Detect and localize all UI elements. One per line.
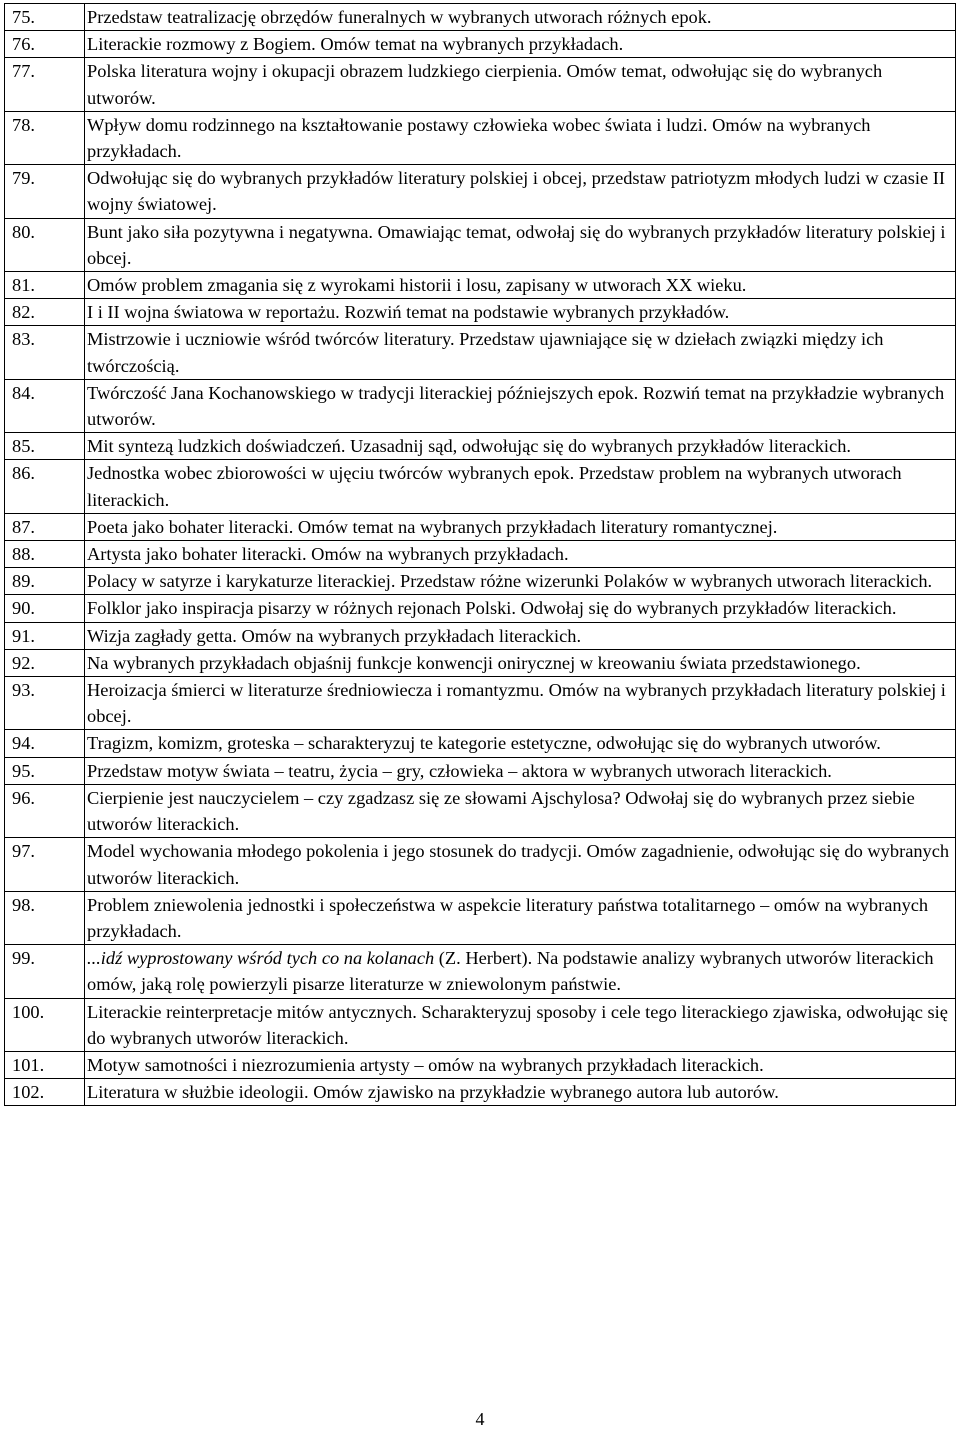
table-row [5, 677, 956, 730]
topic-text: Problem zniewolenia jednostki i społeczeństwa w aspekcie literatury państwa totalitarnego – omów na wybranych przykładach. [85, 891, 956, 944]
topic-number: 98. [5, 891, 85, 944]
topic-text: Literackie reinterpretacje mitów antycznych. Scharakteryzuj sposoby i cele tego literackiego zjawiska, odwołując się do wybranych utworów literackich. [85, 998, 956, 1051]
table-row [5, 784, 956, 837]
topic-number: 90. [5, 595, 85, 622]
topic-text: Przedstaw teatralizację obrzędów funeralnych w wybranych utworach różnych epok. [85, 4, 956, 31]
table-row [5, 299, 956, 326]
topic-number: 89. [5, 568, 85, 595]
topic-number: 82. [5, 299, 85, 326]
topic-text: Przedstaw motyw świata – teatru, życia – gry, człowieka – aktora w wybranych utworach literackich. [85, 757, 956, 784]
topic-text: Wizja zagłady getta. Omów na wybranych przykładach literackich. [85, 622, 956, 649]
table-row [5, 622, 956, 649]
topic-number: 81. [5, 272, 85, 299]
table-row [5, 218, 956, 271]
topic-number: 87. [5, 513, 85, 540]
topic-number: 75. [5, 4, 85, 31]
topic-number: 97. [5, 838, 85, 891]
topic-text: Literatura w służbie ideologii. Omów zjawisko na przykładzie wybranego autora lub autorów. [85, 1079, 956, 1106]
table-row [5, 4, 956, 31]
topic-text: Bunt jako siła pozytywna i negatywna. Omawiając temat, odwołaj się do wybranych przykładów literatury polskiej i obcej. [85, 218, 956, 271]
table-row [5, 891, 956, 944]
topic-number: 95. [5, 757, 85, 784]
topic-text: Twórczość Jana Kochanowskiego w tradycji literackiej późniejszych epok. Rozwiń temat na przykładzie wybranych utworów. [85, 379, 956, 432]
topic-text: Tragizm, komizm, groteska – scharakteryzuj te kategorie estetyczne, odwołując się do wybranych utworów. [85, 730, 956, 757]
topic-text: Folklor jako inspiracja pisarzy w różnych rejonach Polski. Odwołaj się do wybranych przykładów literackich. [85, 595, 956, 622]
topic-number: 93. [5, 677, 85, 730]
topic-text: I i II wojna światowa w reportażu. Rozwiń temat na podstawie wybranych przykładów. [85, 299, 956, 326]
topic-number: 99. [5, 945, 85, 998]
topic-number: 77. [5, 58, 85, 111]
topic-text: Artysta jako bohater literacki. Omów na wybranych przykładach. [85, 541, 956, 568]
topic-text: Omów problem zmagania się z wyrokami historii i losu, zapisany w utworach XX wieku. [85, 272, 956, 299]
topic-text: Polacy w satyrze i karykaturze literackiej. Przedstaw różne wizerunki Polaków w wybranych utworach literackich. [85, 568, 956, 595]
table-row [5, 272, 956, 299]
topic-text: Polska literatura wojny i okupacji obrazem ludzkiego cierpienia. Omów temat, odwołując się do wybranych utworów. [85, 58, 956, 111]
topic-number: 100. [5, 998, 85, 1051]
topic-number: 83. [5, 326, 85, 379]
topic-text: Mistrzowie i uczniowie wśród twórców literatury. Przedstaw ujawniające się w dziełach związki między ich twórczością. [85, 326, 956, 379]
table-row [5, 111, 956, 164]
table-row [5, 945, 956, 998]
table-row [5, 379, 956, 432]
table-row [5, 730, 956, 757]
topic-number: 91. [5, 622, 85, 649]
topic-number: 101. [5, 1051, 85, 1078]
topic-text: Poeta jako bohater literacki. Omów temat na wybranych przykładach literatury romantycznej. [85, 513, 956, 540]
table-row [5, 513, 956, 540]
topic-number: 92. [5, 649, 85, 676]
topic-text: Motyw samotności i niezrozumienia artysty – omów na wybranych przykładach literackich. [85, 1051, 956, 1078]
topic-number: 96. [5, 784, 85, 837]
page-number: 4 [475, 1409, 485, 1429]
table-row [5, 433, 956, 460]
topic-number: 86. [5, 460, 85, 513]
topic-number: 102. [5, 1079, 85, 1106]
topic-text [85, 945, 956, 998]
topic-text: Wpływ domu rodzinnego na kształtowanie postawy człowieka wobec świata i ludzi. Omów na wybranych przykładach. [85, 111, 956, 164]
table-row [5, 31, 956, 58]
table-row [5, 165, 956, 218]
table-row [5, 595, 956, 622]
topic-number: 79. [5, 165, 85, 218]
topic-text-rest: (Z. Herbert). Na podstawie analizy wybranych utworów literackich omów, jaką rolę powierzyli pisarze literaturze w zniewolonym państwie. [87, 948, 934, 995]
topic-text: Jednostka wobec zbiorowości w ujęciu twórców wybranych epok. Przedstaw problem na wybranych utworach literackich. [85, 460, 956, 513]
topic-quote: ...idź wyprostowany wśród tych co na kolanach [87, 948, 435, 969]
table-row [5, 998, 956, 1051]
topic-text: Na wybranych przykładach objaśnij funkcje konwencji onirycznej w kreowaniu świata przedstawionego. [85, 649, 956, 676]
table-row [5, 541, 956, 568]
topic-text: Model wychowania młodego pokolenia i jego stosunek do tradycji. Omów zagadnienie, odwołując się do wybranych utworów literackich. [85, 838, 956, 891]
topic-text: Odwołując się do wybranych przykładów literatury polskiej i obcej, przedstaw patriotyzm młodych ludzi w czasie II wojny światowej. [85, 165, 956, 218]
topic-number: 88. [5, 541, 85, 568]
topic-text: Literackie rozmowy z Bogiem. Omów temat na wybranych przykładach. [85, 31, 956, 58]
table-row [5, 757, 956, 784]
topic-text: Heroizacja śmierci w literaturze średniowiecza i romantyzmu. Omów na wybranych przykładach literatury polskiej i obcej. [85, 677, 956, 730]
topics-table [4, 3, 956, 1106]
table-row [5, 838, 956, 891]
table-row [5, 1051, 956, 1078]
table-row [5, 568, 956, 595]
table-row [5, 460, 956, 513]
topic-number: 85. [5, 433, 85, 460]
topic-text: Mit syntezą ludzkich doświadczeń. Uzasadnij sąd, odwołując się do wybranych przykładów literackich. [85, 433, 956, 460]
table-row [5, 649, 956, 676]
topic-text: Cierpienie jest nauczycielem – czy zgadzasz się ze słowami Ajschylosa? Odwołaj się do wybranych przez siebie utworów literackich. [85, 784, 956, 837]
table-row [5, 1079, 956, 1106]
table-row [5, 58, 956, 111]
table-row [5, 326, 956, 379]
topic-number: 84. [5, 379, 85, 432]
topic-number: 80. [5, 218, 85, 271]
topic-number: 76. [5, 31, 85, 58]
topic-number: 78. [5, 111, 85, 164]
topic-number: 94. [5, 730, 85, 757]
